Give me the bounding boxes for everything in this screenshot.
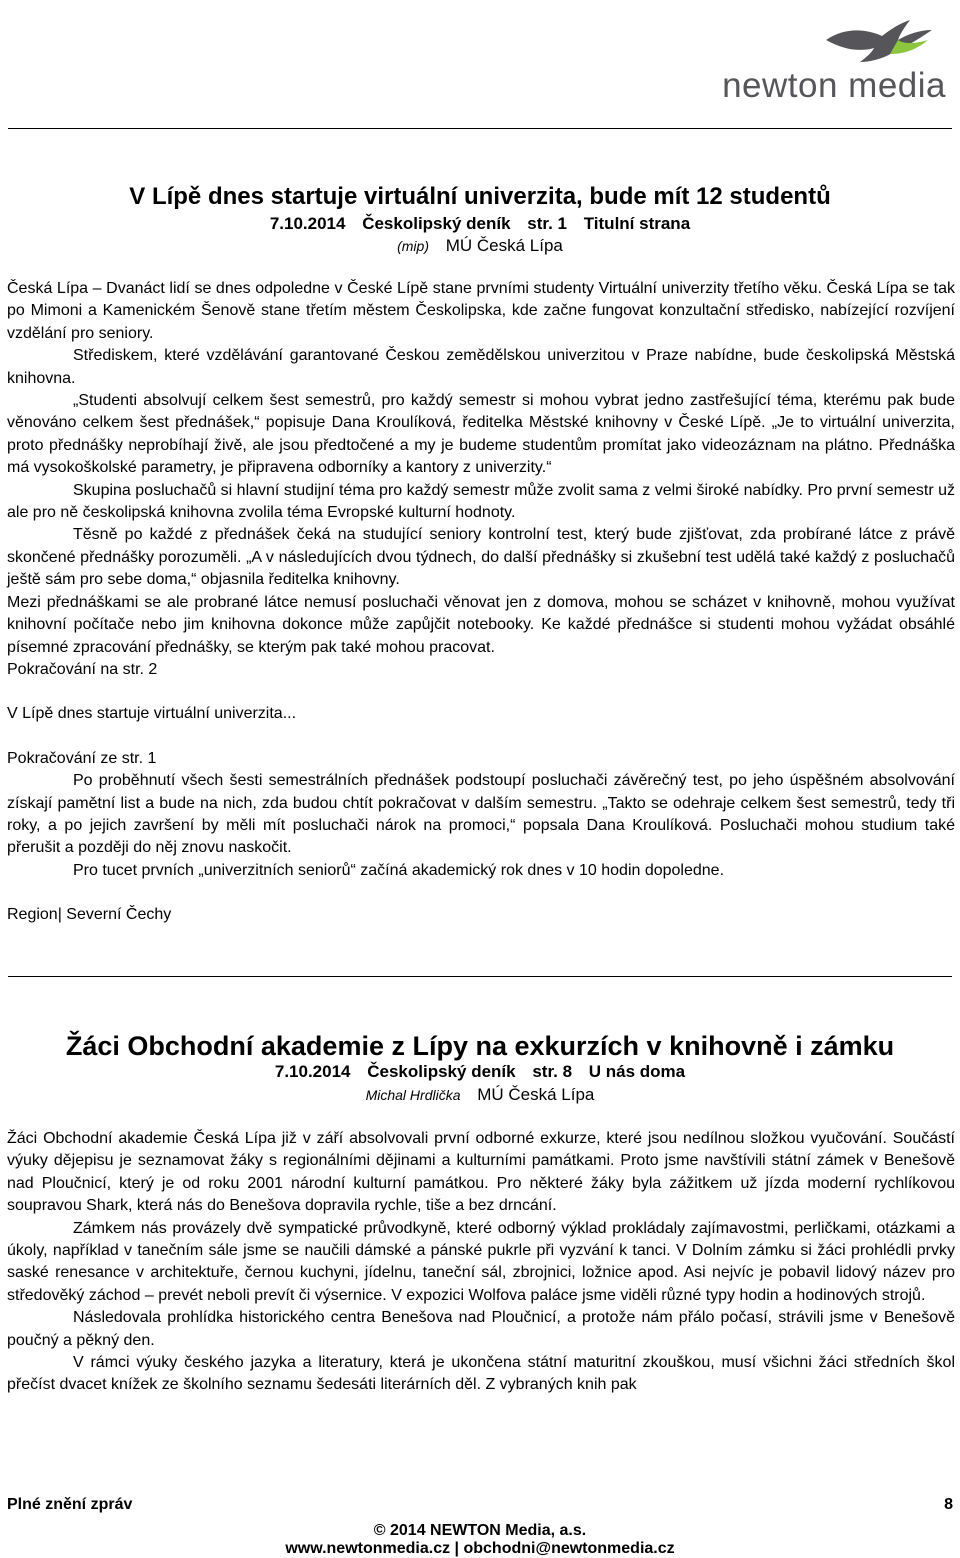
article-body [7,1128,955,1397]
page-number: 8 [944,1496,953,1513]
region-tag: Region| Severní Čechy [7,906,172,924]
footer-copyright: © 2014 NEWTON Media, a.s. [373,1522,587,1539]
continued-title: V Lípě dnes startuje virtuální univerzita... [7,705,297,723]
article-divider [8,976,952,977]
paragraph: Zámkem nás provázely dvě sympatické průvodkyně, které odborný výklad prokládaly zajímavostmi, perličkami, otázkami a úkoly, například v tanečním sále jsme se naučili dámské a pánské pukrle při vyzvání k tanci. V Dolním zámku si žáci prohlédli prvky saské renesance v architektuře, černou kuchyni, jídelnu, taneční sál, zbrojnici, ložnice apod. Asi nejvíc je pobavil lidový název pro středověký záchod – prevét neboli prevít či výsernice. V expozici Wolfova paláce jsme viděli různé typy hodin a hodinových strojů. [7,1219,955,1304]
article-author: Michal Hrdlička [365,1087,461,1103]
paragraph: Následovala prohlídka historického centra Benešova nad Ploučnicí, a protože nám přálo počasí, strávili jsme v Benešově poučný a pěkný den. [7,1309,955,1349]
article-body [7,278,955,927]
logo-wordmark: newton media [722,66,946,105]
header-divider [8,128,952,129]
article-region: MÚ Česká Lípa [445,236,563,255]
paragraph: „Studenti absolvují celkem šest semestrů, pro každý semestr si mohou vybrat jedno zastřešující téma, kterému pak bude věnováno celkem šest přednášek,“ popisuje Dana Kroulíková, ředitelka Městské knihovny v České Lípě. „Je to virtuální univerzita, proto přednášky neprobíhají živě, ale jsou předtočené a my je budeme studentům promítat jako videozáznam na plátno. Přednáška má vysokoškolské parametry, je připravena odborníky a kantory z univerzity.“ [7,392,955,477]
article-author: (mip) [397,238,429,254]
article-byline [0,1085,960,1105]
footer-contact[interactable]: www.newtonmedia.cz | obchodni@newtonmedia.cz [285,1540,675,1557]
continued-note: Pokračování na str. 2 [7,660,158,678]
article-section: Titulní strana [583,214,691,233]
paragraph: V rámci výuky českého jazyka a literatury, která je ukončena státní maturitní zkouškou, musí všichni žáci středních škol přečíst dvacet knížek ze školního seznamu šedesáti literárních děl. Z vybraných knih pak [7,1354,955,1394]
paragraph: Těsně po každé z přednášek čeká na studující seniory kontrolní test, který bude zjišťovat, zda probírané látce z právě skončené přednášky porozuměli. „A v následujících dvou týdnech, do další přednášky si zkušební test udělá také každý z posluchačů ještě sám pro sebe doma,“ objasnila ředitelka knihovny. [7,526,955,589]
article-page: str. 8 [532,1062,573,1081]
paragraph: Po proběhnutí všech šesti semestrálních přednášek podstoupí posluchači závěrečný test, po jeho úspěšném absolvování získají pamětní list a bude na nich, zda budou chtít pokračovat v dalším semestru. „Takto se odehraje celkem šest semestrů, tedy tři roky, a po jejich završení by měli mít posluchači nárok na promoci,“ popsala Dana Kroulíková. Posluchači mohou studium také přerušit a později do něj znovu naskočit. [7,772,955,857]
article-title: Žáci Obchodní akademie z Lípy na exkurzích v knihovně i zámku [65,1031,895,1061]
article-meta [0,1062,960,1082]
newton-media-logo [722,10,946,105]
article-date: 7.10.2014 [274,1062,351,1081]
article-meta [0,214,960,234]
article-byline [0,236,960,256]
article-source: Českolipský deník [367,1062,516,1081]
article-page: str. 1 [527,214,567,233]
article-source: Českolipský deník [362,214,511,233]
paragraph: Mezi přednáškami se ale probrané látce nemusí posluchači věnovat jen z domova, mohou se scházet v knihovně, mohou využívat knihovní počítače nebo jim knihovna dokonce může zapůjčit notebooky. Ke každé přednášce si studenti mohou vyžádat obsáhlé písemné zpracování přednášky, se kterým pak také mohou pracovat. [7,593,955,656]
paragraph: Česká Lípa – Dvanáct lidí se dnes odpoledne v České Lípě stane prvními studenty Virtuální univerzity třetího věku. Česká Lípa se tak po Mimoni a Kamenickém Šenově stane třetím městem Českolipska, kde začne fungovat konzultační středisko, nabízející rozvíjení vzdělání pro seniory. [7,280,955,342]
paragraph: Pro tucet prvních „univerzitních seniorů“ začíná akademický rok dnes v 10 hodin dopoledne. [73,861,725,879]
paragraph: Skupina posluchačů si hlavní studijní téma pro každý semestr může zvolit sama z velmi široké nabídky. Pro první semestr už ale pro ně českolipská knihovna zvolila téma Evropské kulturní hodnoty. [7,481,955,522]
article-region: MÚ Česká Lípa [477,1085,595,1104]
article-section: U nás doma [588,1062,686,1081]
article-date: 7.10.2014 [269,214,346,233]
continued-from-note: Pokračování ze str. 1 [7,749,157,767]
article-title: V Lípě dnes startuje virtuální univerzita, bude mít 12 studentů [129,183,831,210]
paragraph: Střediskem, které vzdělávání garantované Českou zemědělskou univerzitou v Praze nabídne, bude českolipská Městská knihovna. [7,347,955,387]
footer-label: Plné znění zpráv [7,1496,133,1513]
bird-icon [824,10,934,72]
paragraph: Žáci Obchodní akademie Česká Lípa již v září absolvovali první odborné exkurze, které jsou nedílnou složkou vyučování. Součástí výuky dějepisu je seznamovat žáky s regionálními dějinami a kulturními památkami. Proto jsme navštívili státní zámek v Benešově nad Ploučnicí, který je od roku 2001 národní kulturní památkou. Pro některé žáky byla zážitkem už jízda moderní rychlíkovou soupravou Shark, která nás do Benešova dopravila rychle, tiše a bez drncání. [7,1130,955,1215]
